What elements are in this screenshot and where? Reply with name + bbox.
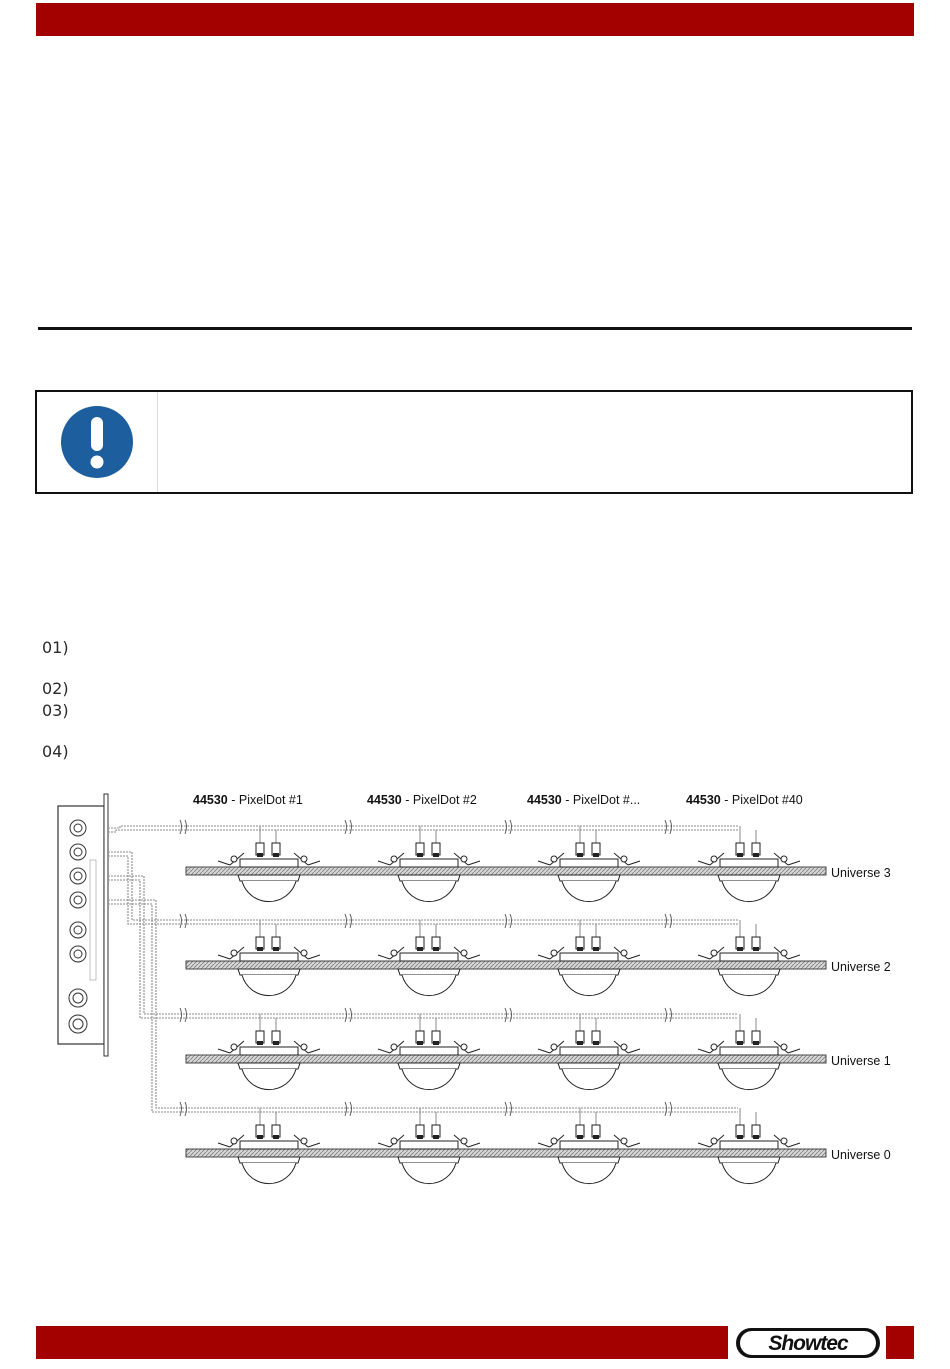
universe-row bbox=[108, 876, 826, 1090]
clip-pivot bbox=[461, 1044, 467, 1050]
cable-break-mark bbox=[180, 914, 187, 928]
connector-pin bbox=[273, 853, 279, 857]
exclamation-icon bbox=[60, 405, 134, 479]
clip-pivot bbox=[391, 950, 397, 956]
connector-pin bbox=[593, 853, 599, 857]
connector-pin bbox=[417, 1135, 423, 1139]
clip-pivot bbox=[301, 1138, 307, 1144]
clip-pivot bbox=[621, 856, 627, 862]
fixture-housing bbox=[560, 953, 618, 961]
clip-pivot bbox=[391, 856, 397, 862]
pixeldot-fixture bbox=[218, 1014, 320, 1090]
fixture-housing bbox=[560, 1141, 618, 1149]
step-number: 01) bbox=[42, 638, 69, 657]
clip-pivot bbox=[621, 950, 627, 956]
fixture-housing bbox=[240, 1047, 298, 1055]
universe-label: Universe 1 bbox=[831, 1054, 891, 1068]
step-number: 02) bbox=[42, 679, 69, 698]
fixture-bezel bbox=[718, 875, 780, 881]
fixture-dome bbox=[562, 881, 616, 902]
fixture-housing bbox=[400, 859, 458, 867]
fixture-bezel bbox=[398, 969, 460, 975]
connector-pin bbox=[593, 1135, 599, 1139]
clip-pivot bbox=[461, 856, 467, 862]
universe-row bbox=[108, 900, 826, 1184]
connector-pin bbox=[273, 1041, 279, 1045]
fixture-housing bbox=[400, 953, 458, 961]
fixture-bezel bbox=[558, 875, 620, 881]
connector-pin bbox=[737, 947, 743, 951]
cable-break-mark bbox=[665, 820, 672, 834]
clip-pivot bbox=[781, 1138, 787, 1144]
dmx-cable bbox=[108, 830, 738, 832]
showtec-logo bbox=[733, 1324, 883, 1362]
clip-pivot bbox=[711, 1138, 717, 1144]
fixture-housing bbox=[240, 859, 298, 867]
universe-labels bbox=[831, 866, 891, 1162]
pixeldot-fixture bbox=[378, 826, 480, 902]
cable-break-mark bbox=[180, 1102, 187, 1116]
cable-break-mark bbox=[505, 1102, 512, 1116]
clip-pivot bbox=[301, 950, 307, 956]
connector-pin bbox=[257, 1135, 263, 1139]
fixture-housing bbox=[400, 1047, 458, 1055]
important-notice-box bbox=[35, 390, 913, 494]
clip-pivot bbox=[781, 856, 787, 862]
cable-break-mark bbox=[505, 1008, 512, 1022]
fixture-housing bbox=[720, 1047, 778, 1055]
pixeldot-fixture bbox=[698, 826, 800, 902]
connector-pin bbox=[273, 947, 279, 951]
cable-break-mark bbox=[180, 820, 187, 834]
fixture-dome bbox=[402, 881, 456, 902]
cable-break-mark bbox=[665, 1102, 672, 1116]
pixeldot-fixture bbox=[698, 1014, 800, 1090]
fixture-housing bbox=[720, 1141, 778, 1149]
pixeldot-fixture bbox=[538, 826, 640, 902]
fixture-dome bbox=[402, 1069, 456, 1090]
fixture-housing bbox=[720, 859, 778, 867]
clip-pivot bbox=[621, 1044, 627, 1050]
cable-break-mark bbox=[505, 820, 512, 834]
fixture-dome bbox=[242, 881, 296, 902]
connector-pin bbox=[273, 1135, 279, 1139]
fixture-housing bbox=[560, 859, 618, 867]
connector-pin bbox=[433, 1135, 439, 1139]
connector-pin bbox=[577, 1135, 583, 1139]
cable-break-mark bbox=[180, 1008, 187, 1022]
connector-pin bbox=[433, 947, 439, 951]
wiring-diagram bbox=[50, 780, 910, 1200]
clip-pivot bbox=[781, 950, 787, 956]
fixture-housing bbox=[720, 953, 778, 961]
pixeldot-fixture bbox=[538, 920, 640, 996]
fixture-housing bbox=[240, 953, 298, 961]
universe-label: Universe 0 bbox=[831, 1148, 891, 1162]
fixture-dome bbox=[242, 1163, 296, 1184]
fixture-bezel bbox=[718, 1157, 780, 1163]
fixture-bezel bbox=[238, 1157, 300, 1163]
clip-pivot bbox=[551, 1138, 557, 1144]
fixture-label: 44530 - PixelDot #... bbox=[527, 793, 641, 807]
connector-pin bbox=[737, 1135, 743, 1139]
cable-break-mark bbox=[345, 1102, 352, 1116]
connector-pin bbox=[433, 1041, 439, 1045]
pixeldot-fixture bbox=[378, 920, 480, 996]
clip-pivot bbox=[301, 856, 307, 862]
pixeldot-fixture bbox=[538, 1014, 640, 1090]
fixture-dome bbox=[242, 1069, 296, 1090]
fixture-bezel bbox=[238, 1063, 300, 1069]
clip-pivot bbox=[301, 1044, 307, 1050]
fixture-dome bbox=[722, 975, 776, 996]
svg-text:Showtec: Showtec bbox=[768, 1332, 848, 1355]
clip-pivot bbox=[551, 856, 557, 862]
header-bar bbox=[36, 3, 914, 36]
clip-pivot bbox=[551, 950, 557, 956]
ceiling-panel bbox=[186, 961, 826, 969]
connector-pin bbox=[417, 1041, 423, 1045]
clip-pivot bbox=[231, 950, 237, 956]
pixeldot-fixture bbox=[378, 1108, 480, 1184]
connector-pin bbox=[593, 947, 599, 951]
connector-pin bbox=[417, 853, 423, 857]
notice-divider bbox=[157, 392, 158, 492]
step-number: 03) bbox=[42, 701, 69, 720]
fixture-dome bbox=[402, 1163, 456, 1184]
pixeldot-fixture bbox=[698, 1108, 800, 1184]
footer-bar-end bbox=[886, 1326, 914, 1359]
universe-label: Universe 3 bbox=[831, 866, 891, 880]
fixture-bezel bbox=[398, 1157, 460, 1163]
universe-row bbox=[108, 820, 826, 902]
fixture-bezel bbox=[238, 875, 300, 881]
clip-pivot bbox=[711, 950, 717, 956]
fixture-dome bbox=[722, 1163, 776, 1184]
clip-pivot bbox=[391, 1044, 397, 1050]
fixture-housing bbox=[240, 1141, 298, 1149]
fixture-bezel bbox=[398, 875, 460, 881]
connector-pin bbox=[753, 1135, 759, 1139]
section-divider bbox=[38, 327, 912, 330]
controller-panel bbox=[58, 794, 108, 1056]
fixture-dome bbox=[562, 1163, 616, 1184]
clip-pivot bbox=[461, 950, 467, 956]
pixeldot-fixture bbox=[218, 920, 320, 996]
cable-break-mark bbox=[505, 914, 512, 928]
fixture-bezel bbox=[398, 1063, 460, 1069]
pixeldot-fixture bbox=[218, 826, 320, 902]
clip-pivot bbox=[231, 1044, 237, 1050]
fixture-bezel bbox=[238, 969, 300, 975]
cable-break-mark bbox=[345, 1008, 352, 1022]
clip-pivot bbox=[621, 1138, 627, 1144]
fixture-bezel bbox=[718, 1063, 780, 1069]
pixeldot-fixture bbox=[378, 1014, 480, 1090]
ceiling-panel bbox=[186, 1055, 826, 1063]
connector-pin bbox=[417, 947, 423, 951]
cable-break-mark bbox=[345, 914, 352, 928]
fixture-label: 44530 - PixelDot #1 bbox=[193, 793, 303, 807]
fixture-housing bbox=[400, 1141, 458, 1149]
fixture-bezel bbox=[558, 969, 620, 975]
connector-pin bbox=[577, 1041, 583, 1045]
clip-pivot bbox=[711, 856, 717, 862]
fixture-bezel bbox=[558, 1157, 620, 1163]
footer-bar bbox=[36, 1326, 728, 1359]
dmx-cable bbox=[108, 826, 738, 828]
fixture-label: 44530 - PixelDot #2 bbox=[367, 793, 477, 807]
universe-label: Universe 2 bbox=[831, 960, 891, 974]
fixture-housing bbox=[560, 1047, 618, 1055]
connector-pin bbox=[257, 853, 263, 857]
fixture-dome bbox=[242, 975, 296, 996]
connector-pin bbox=[577, 947, 583, 951]
connector-pin bbox=[737, 853, 743, 857]
fixture-dome bbox=[562, 1069, 616, 1090]
connector-pin bbox=[593, 1041, 599, 1045]
connector-pin bbox=[737, 1041, 743, 1045]
connector-pin bbox=[753, 1041, 759, 1045]
connector-pin bbox=[577, 853, 583, 857]
connector-pin bbox=[257, 1041, 263, 1045]
clip-pivot bbox=[461, 1138, 467, 1144]
fixture-labels bbox=[193, 793, 803, 807]
fixture-dome bbox=[722, 1069, 776, 1090]
fixture-bezel bbox=[718, 969, 780, 975]
step-number: 04) bbox=[42, 742, 69, 761]
cable-break-mark bbox=[345, 820, 352, 834]
fixture-bezel bbox=[558, 1063, 620, 1069]
ceiling-panel bbox=[186, 1149, 826, 1157]
connector-pin bbox=[753, 853, 759, 857]
cable-break-mark bbox=[665, 914, 672, 928]
clip-pivot bbox=[711, 1044, 717, 1050]
connector-pin bbox=[433, 853, 439, 857]
connector-pin bbox=[257, 947, 263, 951]
warning-icon-cell bbox=[37, 392, 157, 492]
ceiling-panel bbox=[186, 867, 826, 875]
pixeldot-fixture bbox=[538, 1108, 640, 1184]
fixture-dome bbox=[562, 975, 616, 996]
clip-pivot bbox=[551, 1044, 557, 1050]
clip-pivot bbox=[391, 1138, 397, 1144]
cable-break-mark bbox=[665, 1008, 672, 1022]
fixture-label: 44530 - PixelDot #40 bbox=[686, 793, 803, 807]
connector-pin bbox=[753, 947, 759, 951]
pixeldot-fixture bbox=[698, 920, 800, 996]
clip-pivot bbox=[781, 1044, 787, 1050]
pixeldot-fixture bbox=[218, 1108, 320, 1184]
fixture-dome bbox=[402, 975, 456, 996]
fixture-dome bbox=[722, 881, 776, 902]
clip-pivot bbox=[231, 1138, 237, 1144]
clip-pivot bbox=[231, 856, 237, 862]
